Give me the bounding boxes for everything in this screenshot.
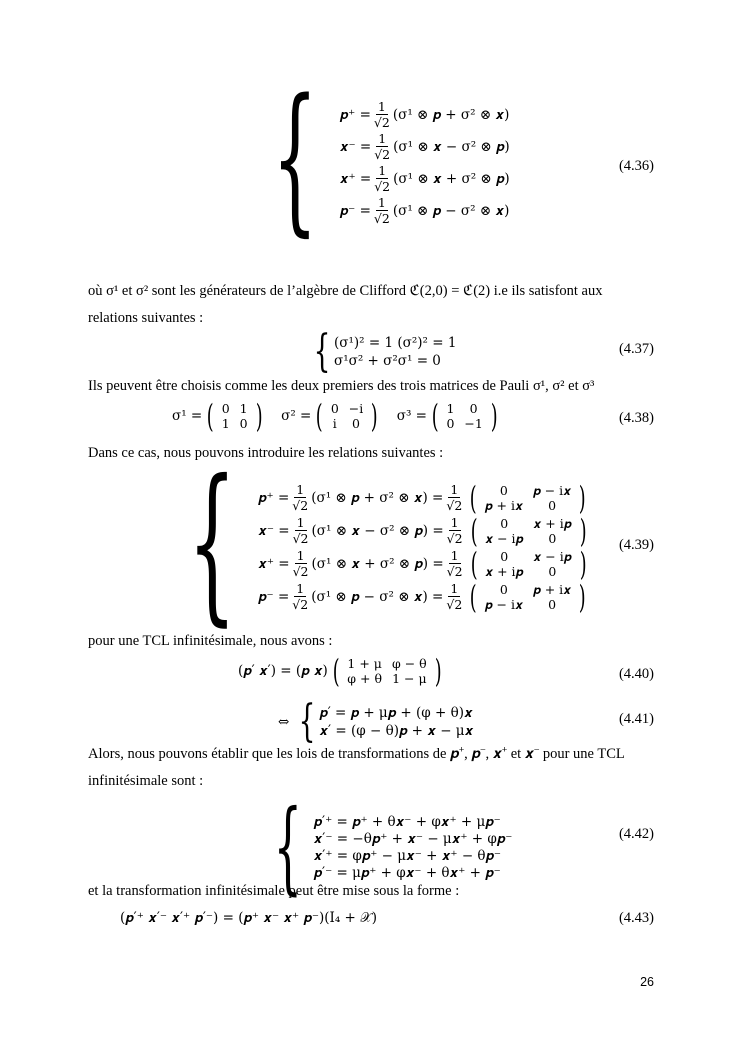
matrix: ( 0 1 1 0 ) [207, 397, 263, 435]
eq-line: 𝒑′⁻ = μ𝒑⁺ + φ𝒙⁻ + θ𝒙⁺ + 𝒑⁻ [313, 864, 501, 881]
eq-line: (𝒑′⁺ 𝒙′⁻ 𝒙′⁺ 𝒑′⁻) = (𝒑⁺ 𝒙⁻ 𝒙⁺ 𝒑⁻)(I₄ + 𝒳) [120, 910, 378, 926]
eq-lhs: 𝒙⁺ = [339, 171, 372, 187]
sigma3-label: σ³ = [396, 408, 427, 424]
frac-denominator: √2 [374, 147, 391, 162]
eq-line: (σ¹)² = 1 (σ²)² = 1 [334, 335, 457, 351]
sigma1-label: σ¹ = [172, 408, 203, 424]
matrix: ( 0 𝒙 − i𝒑 𝒙 + i𝒑 0 ) [470, 544, 587, 583]
left-brace: { [187, 444, 237, 642]
eq-rhs: (σ¹ ⊗ 𝒑 − σ² ⊗ 𝒙) [392, 203, 510, 219]
eq-line: σ¹σ² + σ²σ¹ = 0 [334, 353, 441, 369]
paragraph-transformations: Alors, nous pouvons établir que les lois de transformations de 𝒑⁺, 𝒑⁻, 𝒙⁺ et 𝒙⁻ pour une TCL infinitésimale sont : [88, 746, 625, 789]
eq-line: 𝒙′⁺ = φ𝒑⁺ − μ𝒙⁻ + 𝒙⁺ − θ𝒑⁻ [313, 847, 502, 864]
equation-4-37 [308, 326, 457, 377]
eq-lhs: 𝒙⁻ = [339, 139, 372, 155]
eq-line: 𝒙′⁻ = −θ𝒑⁺ + 𝒙⁻ − μ𝒙⁺ + φ𝒑⁻ [313, 830, 513, 847]
equation-4-38 [172, 397, 502, 435]
eq-rhs: (σ¹ ⊗ 𝒙 + σ² ⊗ 𝒑) [393, 171, 510, 187]
matrix: ( 0 −i i 0 ) [316, 397, 378, 435]
eq-line [340, 164, 510, 194]
equation-4-43 [120, 910, 377, 926]
frac-numerator: 1 [377, 195, 386, 210]
eq-lhs: 𝒑⁺ = [339, 107, 371, 123]
eq-line: 𝒑⁻ = $\frac{1}{√2}$ (σ¹ ⊗ 𝒑 − σ² ⊗ 𝒙) = $\frac{1}{√2}$ ( 0 𝒑 + i𝒙 𝒑 − i𝒙 0 ) [258, 581, 591, 613]
equation-4-36 [244, 64, 510, 251]
paragraph-relations: Dans ce cas, nous pouvons introduire les relations suivantes : [88, 445, 444, 461]
frac-numerator: 1 [377, 99, 386, 114]
frac-denominator: √2 [373, 211, 390, 226]
eq-line: 𝒑′ = 𝒑 + μ𝒑 + (φ + θ)𝒙 [319, 705, 473, 721]
frac-denominator: √2 [373, 115, 390, 130]
equivalence-arrow: ⇔ [278, 714, 290, 730]
eq-line: 𝒙′ = (φ − θ)𝒑 + 𝒙 − μ𝒙 [319, 723, 474, 739]
eq-line: 𝒙⁺ = $\frac{1}{√2}$ (σ¹ ⊗ 𝒙 + σ² ⊗ 𝒑) = $\frac{1}{√2}$ ( 0 𝒙 − i𝒑 𝒙 + i𝒑 0 ) [258, 548, 591, 580]
paragraph-pauli: Ils peuvent être choisis comme les deux premiers des trois matrices de Pauli σ¹, σ² et σ³ [88, 378, 595, 394]
equation-number: (4.40) [618, 666, 654, 682]
equation-number: (4.39) [618, 537, 654, 553]
matrix: ( 0 𝒑 − i𝒙 𝒑 + i𝒙 0 ) [470, 478, 586, 517]
equation-number: (4.41) [618, 711, 654, 727]
frac-denominator: √2 [374, 179, 391, 194]
equation-number: (4.43) [618, 910, 654, 926]
eq-line [340, 100, 510, 130]
eq-line [340, 196, 510, 226]
matrix: ( 1 + μ φ − θ φ + θ 1 − μ ) [332, 652, 442, 690]
matrix: ( 0 𝒙 + i𝒑 𝒙 − i𝒑 0 ) [470, 511, 587, 550]
page-number: 26 [640, 975, 654, 989]
equation-number: (4.38) [618, 410, 654, 426]
left-brace: { [313, 326, 331, 377]
frac-numerator: 1 [378, 163, 387, 178]
eq-line: 𝒑⁺ = $\frac{1}{√2}$ (σ¹ ⊗ 𝒑 + σ² ⊗ 𝒙) = $\frac{1}{√2}$ ( 0 𝒑 − i𝒙 𝒑 + i𝒙 0 ) [258, 482, 591, 514]
sigma2-label: σ² = [281, 408, 312, 424]
eq-lhs: 𝒑⁻ = [339, 203, 371, 219]
eq-rhs: (σ¹ ⊗ 𝒑 + σ² ⊗ 𝒙) [392, 107, 510, 123]
equation-number: (4.36) [618, 158, 654, 174]
eq-lhs: (𝒑′ 𝒙′) = (𝒑 𝒙) [238, 663, 328, 679]
paragraph-tcl: pour une TCL infinitésimale, nous avons : [88, 633, 333, 649]
matrix: ( 1 0 0 −1 ) [431, 397, 498, 435]
eq-line [340, 132, 510, 162]
equation-4-41 [278, 696, 474, 747]
eq-line: 𝒙⁻ = $\frac{1}{√2}$ (σ¹ ⊗ 𝒙 − σ² ⊗ 𝒑) = $\frac{1}{√2}$ ( 0 𝒙 + i𝒑 𝒙 − i𝒑 0 ) [258, 515, 591, 547]
left-brace: { [298, 696, 316, 747]
eq-rhs: (σ¹ ⊗ 𝒙 − σ² ⊗ 𝒑) [393, 139, 510, 155]
paragraph-clifford: où σ¹ et σ² sont les générateurs de l’algèbre de Clifford ℭ(2,0) = ℭ(2) i.e ils satisfont aux relations suivantes : [88, 283, 603, 326]
matrix: ( 0 𝒑 + i𝒙 𝒑 − i𝒙 0 ) [470, 577, 586, 616]
equation-number: (4.42) [618, 826, 654, 842]
eq-line: 𝒑′⁺ = 𝒑⁺ + θ𝒙⁻ + φ𝒙⁺ + μ𝒑⁻ [313, 813, 501, 830]
paragraph-infinitesimal: et la transformation infinitésimale peut être mise sous la forme : [88, 883, 460, 899]
equation-number: (4.37) [618, 341, 654, 357]
frac-numerator: 1 [378, 131, 387, 146]
left-brace: { [273, 788, 303, 905]
left-brace: { [271, 64, 318, 251]
equation-4-40 [238, 652, 446, 690]
